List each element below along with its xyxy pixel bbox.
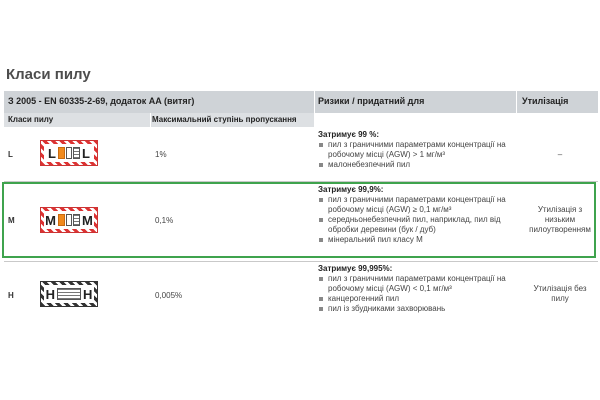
header-disposal: Утилізація	[522, 96, 569, 106]
risk-cell	[318, 130, 518, 170]
header-risks: Ризики / придатний для	[318, 96, 425, 106]
retention-heading: Затримує 99 %:	[318, 130, 379, 139]
page-title: Класи пилу	[6, 66, 91, 83]
header-divider	[314, 91, 315, 127]
sign-letter: H	[83, 286, 93, 302]
header-max-permeability: Максимальний ступінь пропускання	[152, 115, 297, 124]
dust-class-sign-icon	[40, 140, 98, 166]
risk-bullet: пил із збудниками захворювань	[318, 304, 518, 314]
risk-bullet: середньонебезпечний пил, наприклад, пил від обробки деревини (бук / дуб)	[318, 215, 518, 235]
dust-class-label: H	[8, 291, 14, 300]
dust-class-label: L	[8, 150, 13, 159]
permeability-value: 0,005%	[155, 291, 183, 300]
sign-letter: H	[45, 286, 55, 302]
header-divider	[516, 91, 517, 127]
disposal-value: –	[557, 150, 563, 159]
table-row	[4, 263, 598, 329]
sign-letter: M	[82, 212, 93, 228]
retention-heading: Затримує 99,9%:	[318, 185, 384, 194]
row-m-highlight	[2, 182, 596, 258]
sign-letter: L	[48, 145, 56, 161]
header-standard: З 2005 - EN 60335-2-69, додаток AA (витяг)	[8, 96, 195, 106]
risk-bullet: пил з граничними параметрами концентрації на робочому місці (AGW) < 0,1 мг/м³	[318, 274, 518, 294]
header-dust-class: Класи пилу	[8, 115, 54, 124]
risk-bullet: пил з граничними параметрами концентрації на робочому місці (AGW) > 1 мг/м³	[318, 140, 518, 160]
table-subheader-row	[4, 113, 314, 127]
dust-class-label: M	[8, 216, 15, 225]
subheader-divider	[150, 113, 151, 127]
permeability-value: 1%	[155, 150, 167, 159]
disposal-value: Утилізація з низьким пилоутворенням	[529, 205, 591, 234]
sign-letter: L	[82, 145, 90, 161]
risk-bullet: канцерогенний пил	[318, 294, 518, 304]
risk-cell	[318, 264, 518, 314]
risk-bullet: малонебезпечний пил	[318, 160, 518, 170]
retention-heading: Затримує 99,995%:	[318, 264, 393, 273]
dust-class-sign-icon	[40, 281, 98, 307]
table-row	[4, 127, 598, 177]
sign-letter: M	[45, 212, 56, 228]
disposal-value: Утилізація без пилу	[533, 284, 587, 303]
risk-bullet: пил з граничними параметрами концентрації на робочому місці (AGW) ≥ 0,1 мг/м³	[318, 195, 518, 215]
permeability-value: 0,1%	[155, 216, 174, 225]
table-header-row	[4, 91, 598, 113]
risk-bullet: мінеральний пил класу М	[318, 235, 518, 245]
row-divider	[4, 261, 598, 262]
